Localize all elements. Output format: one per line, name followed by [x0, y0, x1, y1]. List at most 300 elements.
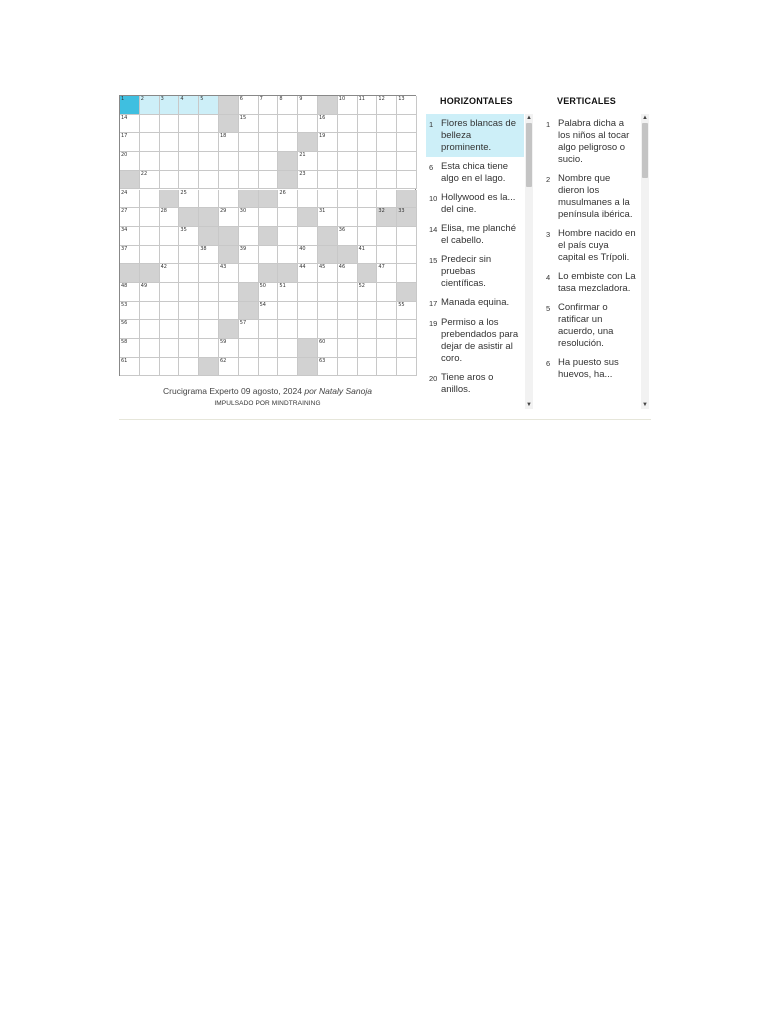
grid-cell[interactable] [140, 152, 160, 171]
cell-number: 26 [279, 189, 286, 196]
cell-number: 12 [378, 96, 385, 102]
clue-item[interactable] [426, 219, 524, 250]
grid-cell[interactable] [160, 115, 180, 134]
grid-cell[interactable] [377, 152, 397, 171]
block-cell [259, 190, 279, 209]
clue-number: 10 [429, 194, 438, 203]
grid-cell[interactable] [120, 208, 140, 227]
grid-cell[interactable] [397, 302, 417, 321]
grid-cell[interactable] [298, 190, 318, 209]
grid-cell[interactable] [278, 115, 298, 134]
block-cell [259, 227, 279, 246]
grid-cell[interactable] [140, 302, 160, 321]
clue-item[interactable] [426, 157, 524, 188]
grid-cell[interactable] [199, 320, 219, 339]
block-cell [120, 264, 140, 283]
block-cell [318, 227, 338, 246]
grid-cell[interactable] [338, 283, 358, 302]
grid-cell[interactable] [377, 115, 397, 134]
grid-cell[interactable] [179, 171, 199, 190]
grid-cell[interactable] [397, 115, 417, 134]
clue-item[interactable] [543, 224, 639, 267]
grid-cell[interactable] [199, 190, 219, 209]
grid-cell[interactable] [140, 358, 160, 377]
grid-cell[interactable] [298, 96, 318, 115]
cell-number: 10 [338, 96, 346, 102]
grid-cell[interactable] [120, 320, 140, 339]
grid-cell[interactable] [179, 133, 199, 152]
scroll-thumb[interactable] [642, 123, 648, 178]
grid-cell[interactable] [377, 302, 397, 321]
grid-cell[interactable] [318, 302, 338, 321]
cell-number: 42 [160, 264, 167, 271]
grid-cell[interactable] [318, 358, 338, 377]
grid-cell[interactable] [219, 152, 239, 171]
block-cell [239, 283, 259, 302]
grid-cell[interactable] [259, 115, 279, 134]
cell-number: 25 [180, 189, 187, 196]
grid-cell[interactable] [259, 246, 279, 265]
grid-cell[interactable] [318, 133, 338, 152]
cell-number: 16 [319, 114, 326, 121]
grid-cell[interactable] [278, 133, 298, 152]
grid-cell[interactable] [397, 246, 417, 265]
grid-cell[interactable] [377, 133, 397, 152]
block-cell [239, 302, 259, 321]
grid-cell[interactable] [160, 358, 180, 377]
grid-cell[interactable] [377, 264, 397, 283]
divider [119, 419, 651, 420]
cell-number: 62 [220, 357, 227, 364]
grid-cell[interactable] [259, 208, 279, 227]
grid-cell[interactable] [397, 358, 417, 377]
grid-cell[interactable] [278, 96, 298, 115]
grid-cell[interactable] [318, 264, 338, 283]
grid-cell[interactable] [239, 208, 259, 227]
grid-cell[interactable] [199, 115, 219, 134]
grid-cell[interactable] [160, 264, 180, 283]
cell-number: 38 [200, 245, 207, 252]
grid-cell[interactable] [278, 339, 298, 358]
grid-cell[interactable] [120, 302, 140, 321]
grid-cell[interactable] [120, 115, 140, 134]
grid-cell[interactable] [179, 190, 199, 209]
cell-number: 20 [121, 152, 128, 159]
grid-cell[interactable] [199, 283, 219, 302]
grid-cell[interactable] [199, 152, 219, 171]
scroll-thumb[interactable] [526, 123, 532, 187]
grid-cell[interactable] [397, 133, 417, 152]
clue-text: Tiene aros o anillos. [441, 372, 494, 395]
horizontales-heading: HORIZONTALES [440, 96, 513, 106]
clue-item[interactable] [426, 293, 524, 313]
grid-cell[interactable] [397, 152, 417, 171]
grid-cell[interactable] [318, 339, 338, 358]
clue-item[interactable] [426, 114, 524, 157]
cell-number: 58 [121, 339, 128, 346]
block-cell [278, 152, 298, 171]
grid-cell[interactable] [278, 208, 298, 227]
verticales-scrollbar[interactable] [641, 114, 649, 409]
grid-cell[interactable] [219, 283, 239, 302]
cell-number: 31 [319, 208, 326, 215]
cell-number: 57 [239, 320, 247, 327]
grid-cell[interactable] [219, 358, 239, 377]
cell-number: 24 [121, 189, 128, 196]
cell-number: 3 [160, 96, 164, 102]
grid-cell[interactable] [120, 246, 140, 265]
grid-cell[interactable] [259, 283, 279, 302]
grid-cell[interactable] [179, 283, 199, 302]
cell-number: 40 [299, 245, 306, 252]
grid-cell[interactable] [298, 320, 318, 339]
clue-item[interactable] [426, 313, 524, 368]
grid-cell[interactable] [160, 283, 180, 302]
clue-text: Palabra dicha a los niños al tocar algo peligroso o sucio. [558, 118, 630, 165]
grid-cell[interactable] [278, 246, 298, 265]
grid-cell[interactable] [140, 115, 160, 134]
grid-cell[interactable] [298, 115, 318, 134]
block-cell [219, 246, 239, 265]
highlighted-cell[interactable] [199, 96, 219, 115]
block-cell [278, 171, 298, 190]
cell-number: 32 [378, 208, 385, 215]
grid-cell[interactable] [358, 283, 378, 302]
grid-cell[interactable] [239, 152, 259, 171]
cell-number: 8 [279, 96, 283, 102]
grid-cell[interactable] [160, 133, 180, 152]
grid-cell[interactable] [298, 246, 318, 265]
grid-cell[interactable] [397, 320, 417, 339]
cell-number: 52 [358, 283, 365, 289]
grid-cell[interactable] [338, 339, 358, 358]
grid-cell[interactable] [358, 208, 378, 227]
grid-cell[interactable] [219, 302, 239, 321]
puzzle-caption [119, 386, 416, 396]
cell-number: 14 [121, 114, 128, 121]
highlighted-cell[interactable] [179, 96, 199, 115]
grid-cell[interactable] [140, 190, 160, 209]
highlighted-cell[interactable] [140, 96, 160, 115]
grid-cell[interactable] [259, 96, 279, 115]
grid-cell[interactable] [377, 283, 397, 302]
block-cell [120, 171, 140, 190]
grid-cell[interactable] [120, 283, 140, 302]
block-cell [219, 115, 239, 134]
grid-cell[interactable] [179, 320, 199, 339]
block-cell [298, 358, 318, 377]
clue-item[interactable] [543, 169, 639, 224]
grid-cell[interactable] [298, 302, 318, 321]
grid-cell[interactable] [338, 264, 358, 283]
block-cell [338, 246, 358, 265]
grid-cell[interactable] [199, 133, 219, 152]
cell-number: 53 [121, 301, 128, 308]
cell-number: 43 [220, 264, 227, 271]
grid-cell[interactable] [179, 227, 199, 246]
grid-cell[interactable] [160, 302, 180, 321]
block-cell [397, 283, 417, 302]
block-cell [298, 208, 318, 227]
cell-number: 6 [239, 96, 243, 102]
grid-cell[interactable] [318, 320, 338, 339]
grid-cell[interactable] [358, 171, 378, 190]
clue-text: Ha puesto sus huevos, ha... [558, 357, 619, 380]
cell-number: 36 [338, 226, 346, 233]
grid-cell[interactable] [239, 133, 259, 152]
grid-cell[interactable] [397, 339, 417, 358]
grid-cell[interactable] [278, 302, 298, 321]
cell-number: 17 [121, 133, 128, 140]
cell-number: 55 [398, 301, 405, 308]
grid-cell[interactable] [239, 115, 259, 134]
grid-cell[interactable] [160, 246, 180, 265]
grid-cell[interactable] [120, 152, 140, 171]
grid-cell[interactable] [338, 96, 358, 115]
clue-number: 3 [546, 230, 551, 239]
clue-number: 17 [429, 299, 438, 308]
grid-cell[interactable] [358, 358, 378, 377]
clue-item[interactable] [543, 267, 639, 298]
cell-number: 1 [121, 96, 125, 102]
cell-number: 59 [220, 339, 227, 346]
grid-cell[interactable] [179, 246, 199, 265]
grid-cell[interactable] [358, 246, 378, 265]
grid-cell[interactable] [239, 264, 259, 283]
grid-cell[interactable] [120, 190, 140, 209]
crossword-grid [119, 95, 416, 376]
grid-cell[interactable] [358, 115, 378, 134]
grid-cell[interactable] [259, 171, 279, 190]
grid-cell[interactable] [338, 227, 358, 246]
cell-number: 35 [180, 226, 187, 233]
grid-cell[interactable] [179, 339, 199, 358]
grid-cell[interactable] [358, 227, 378, 246]
horizontales-scrollbar[interactable] [525, 114, 533, 409]
grid-cell[interactable] [338, 152, 358, 171]
grid-cell[interactable] [377, 339, 397, 358]
grid-cell[interactable] [120, 358, 140, 377]
clue-number: 2 [546, 175, 551, 184]
grid-cell[interactable] [397, 96, 417, 115]
cell-number: 39 [239, 245, 247, 252]
block-cell [318, 96, 338, 115]
grid-cell[interactable] [160, 208, 180, 227]
grid-cell[interactable] [140, 246, 160, 265]
clue-item[interactable] [426, 188, 524, 219]
grid-cell[interactable] [377, 171, 397, 190]
grid-cell[interactable] [219, 133, 239, 152]
grid-cell[interactable] [318, 283, 338, 302]
highlighted-cell[interactable] [160, 96, 180, 115]
clue-text: Hombre nacido en el país cuya capital es Trípoli. [558, 228, 636, 263]
grid-cell[interactable] [318, 171, 338, 190]
grid-cell[interactable] [298, 264, 318, 283]
cell-number: 47 [378, 264, 385, 271]
clue-text: Manada equina. [441, 297, 510, 308]
cell-number: 23 [299, 170, 306, 177]
grid-cell[interactable] [318, 152, 338, 171]
block-cell [377, 208, 397, 227]
block-cell [278, 264, 298, 283]
grid-cell[interactable] [179, 115, 199, 134]
grid-cell[interactable] [219, 208, 239, 227]
grid-cell[interactable] [338, 115, 358, 134]
grid-cell[interactable] [199, 264, 219, 283]
grid-cell[interactable] [140, 133, 160, 152]
grid-cell[interactable] [377, 320, 397, 339]
grid-cell[interactable] [160, 339, 180, 358]
grid-cell[interactable] [298, 171, 318, 190]
grid-cell[interactable] [120, 133, 140, 152]
cell-number: 19 [319, 133, 326, 140]
grid-cell[interactable] [239, 171, 259, 190]
grid-cell[interactable] [278, 190, 298, 209]
active-cell[interactable] [120, 96, 140, 115]
grid-cell[interactable] [278, 227, 298, 246]
grid-cell[interactable] [219, 339, 239, 358]
clue-text: Lo embiste con La tasa mezcladora. [558, 271, 636, 294]
grid-cell[interactable] [160, 227, 180, 246]
grid-cell[interactable] [318, 190, 338, 209]
grid-cell[interactable] [239, 320, 259, 339]
grid-cell[interactable] [397, 264, 417, 283]
grid-cell[interactable] [318, 208, 338, 227]
cell-number: 61 [121, 357, 128, 364]
grid-cell[interactable] [140, 283, 160, 302]
cell-number: 4 [180, 96, 184, 102]
grid-cell[interactable] [298, 152, 318, 171]
grid-cell[interactable] [358, 302, 378, 321]
grid-cell[interactable] [239, 96, 259, 115]
cell-number: 34 [121, 226, 128, 233]
clue-item[interactable] [543, 353, 639, 384]
grid-cell[interactable] [377, 227, 397, 246]
clue-text: Predecir sin pruebas científicas. [441, 254, 492, 289]
grid-cell[interactable] [199, 339, 219, 358]
cell-number: 5 [200, 96, 204, 102]
block-cell [179, 208, 199, 227]
block-cell [140, 264, 160, 283]
grid-cell[interactable] [179, 302, 199, 321]
grid-cell[interactable] [338, 208, 358, 227]
grid-cell[interactable] [199, 246, 219, 265]
grid-cell[interactable] [239, 246, 259, 265]
grid-cell[interactable] [219, 190, 239, 209]
grid-cell[interactable] [377, 190, 397, 209]
grid-cell[interactable] [179, 358, 199, 377]
grid-cell[interactable] [259, 133, 279, 152]
grid-cell[interactable] [338, 190, 358, 209]
clue-item[interactable] [426, 250, 524, 293]
grid-cell[interactable] [298, 227, 318, 246]
grid-cell[interactable] [358, 190, 378, 209]
clue-text: Elisa, me planché el cabello. [441, 223, 516, 246]
grid-cell[interactable] [298, 283, 318, 302]
grid-cell[interactable] [120, 227, 140, 246]
scroll-up-arrow-icon[interactable]: ▲ [642, 115, 648, 121]
grid-cell[interactable] [338, 302, 358, 321]
grid-cell[interactable] [259, 358, 279, 377]
grid-cell[interactable] [377, 358, 397, 377]
block-cell [199, 227, 219, 246]
verticales-heading: VERTICALES [557, 96, 617, 106]
grid-cell[interactable] [120, 339, 140, 358]
grid-cell[interactable] [358, 152, 378, 171]
grid-cell[interactable] [278, 320, 298, 339]
scroll-up-arrow-icon[interactable]: ▲ [526, 115, 532, 121]
grid-cell[interactable] [358, 320, 378, 339]
grid-cell[interactable] [338, 320, 358, 339]
grid-cell[interactable] [239, 339, 259, 358]
grid-cell[interactable] [199, 302, 219, 321]
grid-cell[interactable] [160, 320, 180, 339]
block-cell [298, 133, 318, 152]
cell-number: 54 [259, 301, 266, 308]
clue-number: 1 [546, 120, 551, 129]
grid-cell[interactable] [219, 171, 239, 190]
grid-cell[interactable] [338, 133, 358, 152]
clue-item[interactable] [543, 114, 639, 169]
grid-cell[interactable] [239, 227, 259, 246]
grid-cell[interactable] [140, 320, 160, 339]
cell-number: 45 [319, 264, 326, 271]
cell-number: 13 [398, 96, 405, 102]
grid-cell[interactable] [358, 339, 378, 358]
grid-cell[interactable] [338, 171, 358, 190]
grid-cell[interactable] [358, 133, 378, 152]
grid-cell[interactable] [377, 246, 397, 265]
grid-cell[interactable] [239, 358, 259, 377]
grid-cell[interactable] [140, 227, 160, 246]
scroll-down-arrow-icon[interactable]: ▼ [526, 402, 532, 408]
grid-cell[interactable] [397, 171, 417, 190]
caption-title: Crucigrama Experto 09 agosto, 2024 [163, 386, 302, 396]
grid-cell[interactable] [259, 302, 279, 321]
clue-item[interactable] [426, 368, 524, 399]
block-cell [298, 339, 318, 358]
grid-cell[interactable] [199, 171, 219, 190]
grid-cell[interactable] [160, 152, 180, 171]
scroll-down-arrow-icon[interactable]: ▼ [642, 402, 648, 408]
grid-cell[interactable] [160, 171, 180, 190]
grid-cell[interactable] [140, 208, 160, 227]
grid-cell[interactable] [397, 227, 417, 246]
grid-cell[interactable] [259, 320, 279, 339]
grid-cell[interactable] [278, 358, 298, 377]
grid-cell[interactable] [318, 115, 338, 134]
cell-number: 15 [239, 114, 247, 121]
grid-cell[interactable] [259, 339, 279, 358]
grid-cell[interactable] [179, 264, 199, 283]
cell-number: 63 [319, 357, 326, 364]
grid-cell[interactable] [338, 358, 358, 377]
grid-cell[interactable] [140, 171, 160, 190]
block-cell [259, 264, 279, 283]
clue-item[interactable] [543, 298, 639, 353]
grid-cell[interactable] [377, 96, 397, 115]
grid-cell[interactable] [278, 283, 298, 302]
clue-text: Permiso a los prebendados para dejar de asistir al coro. [441, 317, 519, 364]
clue-text: Hollywood es la... del cine. [441, 192, 516, 215]
grid-cell[interactable] [259, 152, 279, 171]
grid-cell[interactable] [179, 152, 199, 171]
grid-cell[interactable] [140, 339, 160, 358]
grid-cell[interactable] [358, 96, 378, 115]
cell-number: 37 [121, 245, 128, 252]
grid-cell[interactable] [219, 264, 239, 283]
clue-number: 6 [429, 163, 434, 172]
